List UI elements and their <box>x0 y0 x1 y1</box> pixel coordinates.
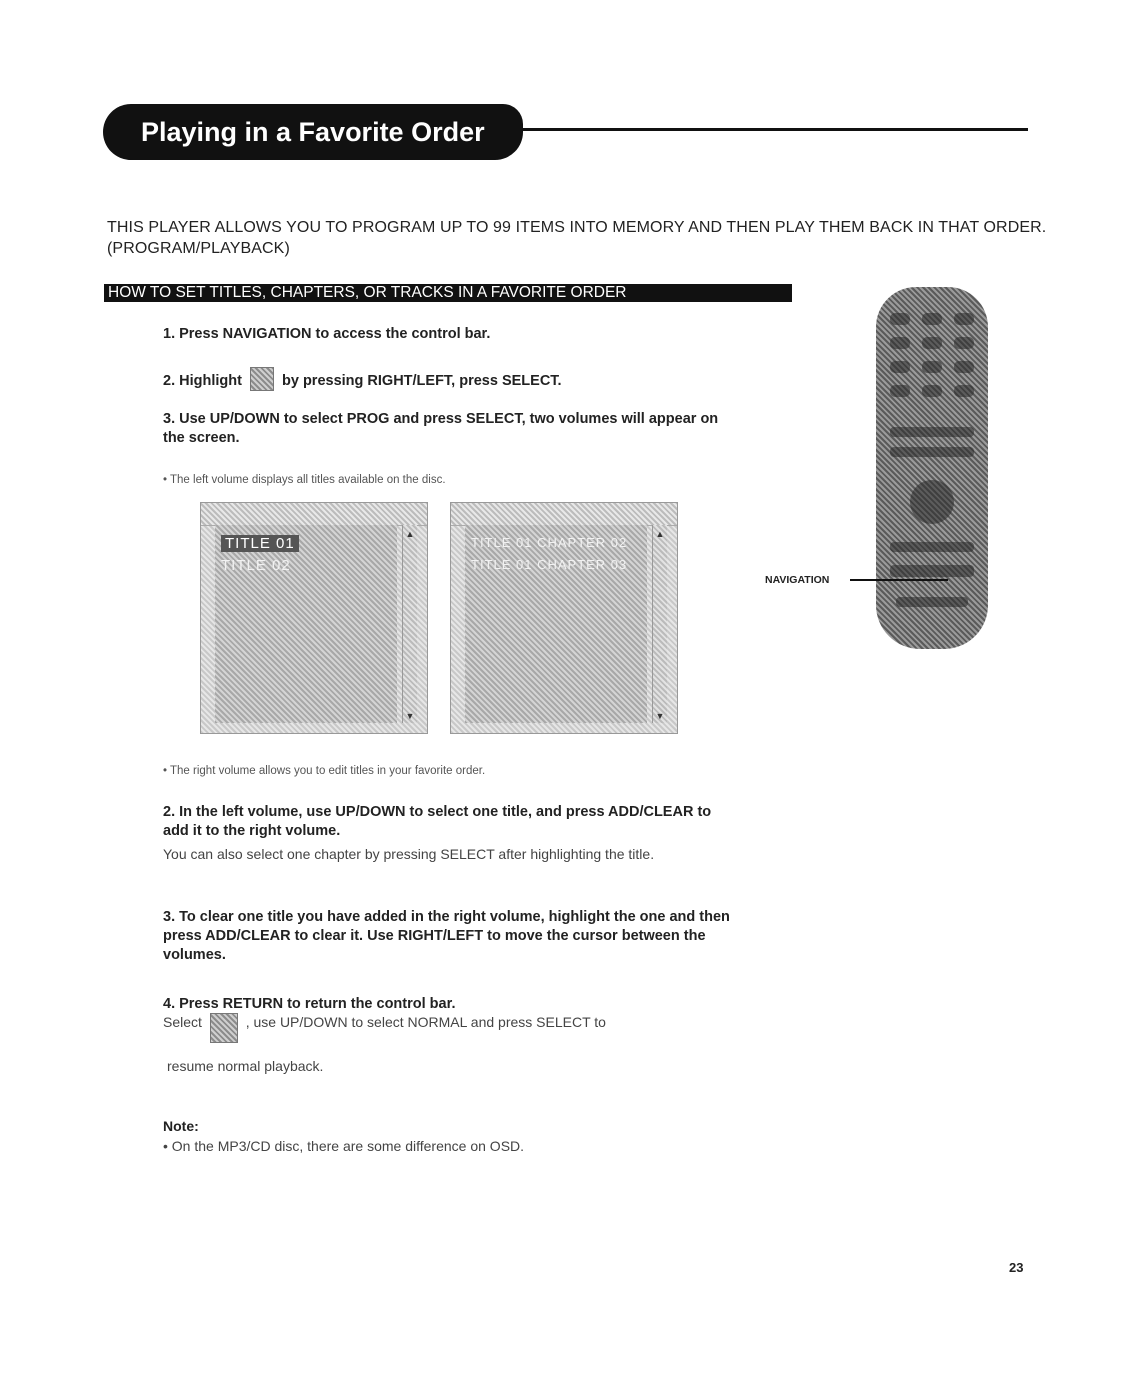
scrollbar[interactable] <box>652 525 667 723</box>
list-item[interactable]: TITLE 01 CHAPTER 02 <box>471 535 628 550</box>
control-bar-icon <box>250 367 274 391</box>
scrollbar[interactable] <box>402 525 417 723</box>
step-b4-body <box>163 1013 606 1043</box>
panel-list <box>215 525 397 723</box>
panel-header <box>201 503 427 526</box>
page-number: 23 <box>1009 1260 1024 1275</box>
panel-list <box>465 525 647 723</box>
step-2-suffix: by pressing RIGHT/LEFT, press SELECT. <box>282 373 562 389</box>
scroll-up-icon[interactable]: ▲ <box>405 529 415 539</box>
left-volume-note: • The left volume displays all titles available on the disc. <box>163 474 446 486</box>
left-volume-panel <box>200 502 428 734</box>
step-3: 3. Use UP/DOWN to select PROG and press SELECT, two volumes will appear on the screen. <box>163 411 719 446</box>
right-volume-note: • The right volume allows you to edit titles in your favorite order. <box>163 765 486 777</box>
note-text: • On the MP3/CD disc, there are some difference on OSD. <box>163 1138 525 1154</box>
step-1: 1. Press NAVIGATION to access the control bar. <box>163 326 491 342</box>
control-bar-icon <box>210 1013 238 1043</box>
scroll-up-icon[interactable]: ▲ <box>655 529 665 539</box>
step-b4-prefix: Select <box>163 1014 202 1030</box>
title-rule <box>520 128 1028 131</box>
remote-control-icon <box>876 287 988 649</box>
step-b4-suffix: , use UP/DOWN to select NORMAL and press SELECT to <box>245 1014 606 1030</box>
step-2 <box>163 367 562 391</box>
intro-paragraph: THIS PLAYER ALLOWS YOU TO PROGRAM UP TO 99 ITEMS INTO MEMORY AND THEN PLAY THEM BACK IN THAT ORDER. (PROGRAM/PLAYBACK) <box>107 219 1047 257</box>
scroll-down-icon[interactable]: ▼ <box>655 711 665 721</box>
section-heading: HOW TO SET TITLES, CHAPTERS, OR TRACKS IN A FAVORITE ORDER <box>104 284 792 302</box>
step-b4-tail: resume normal playback. <box>167 1058 324 1074</box>
right-volume-panel <box>450 502 678 734</box>
note-label: Note: <box>163 1118 199 1134</box>
step-2-prefix: 2. Highlight <box>163 373 242 389</box>
list-item[interactable]: TITLE 02 <box>221 557 291 574</box>
navigation-callout-label: NAVIGATION <box>765 574 830 586</box>
list-item[interactable]: TITLE 01 <box>221 535 299 552</box>
step-b2-heading: 2. In the left volume, use UP/DOWN to select one title, and press ADD/CLEAR to add it to the right volume. <box>163 804 712 839</box>
scroll-down-icon[interactable]: ▼ <box>405 711 415 721</box>
step-b4-heading: 4. Press RETURN to return the control bar. <box>163 996 456 1012</box>
step-b2-body: You can also select one chapter by pressing SELECT after highlighting the title. <box>163 846 655 862</box>
callout-line <box>850 579 948 581</box>
list-item[interactable]: TITLE 01 CHAPTER 03 <box>471 557 628 572</box>
page-title: Playing in a Favorite Order <box>103 104 523 160</box>
step-b3: 3. To clear one title you have added in the right volume, highlight the one and then press ADD/CLEAR to clear it. Use RIGHT/LEFT to move the cursor between the volumes. <box>163 909 730 963</box>
panel-header <box>451 503 677 526</box>
